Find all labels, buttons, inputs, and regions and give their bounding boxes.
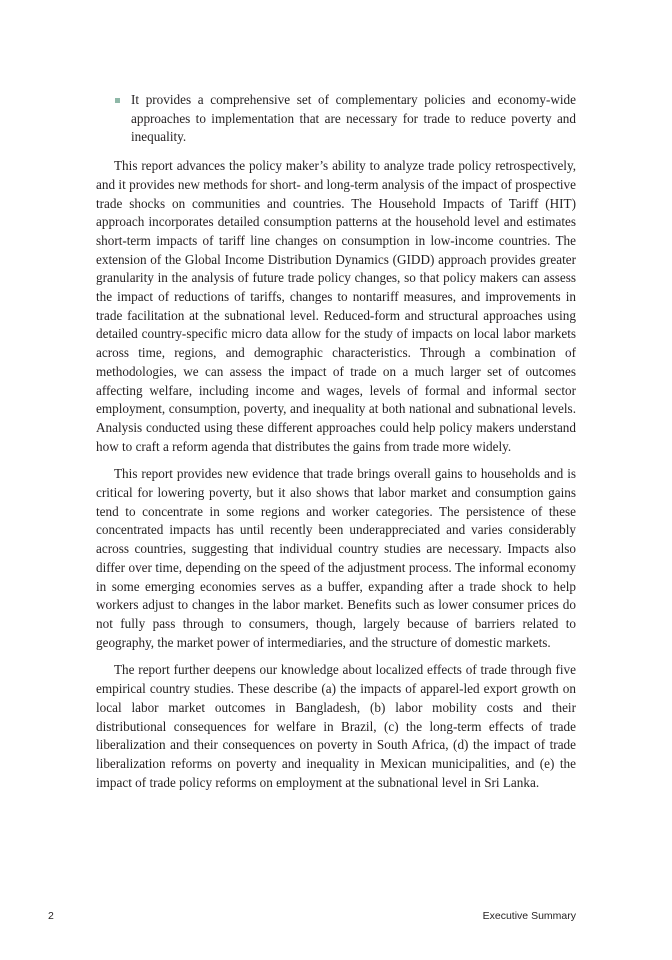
page-number: 2 — [48, 910, 54, 922]
body-text — [96, 91, 576, 792]
paragraph-country-studies: The report further deepens our knowledge about localized effects of trade through five empirical country studies. These describe (a) the impacts of apparel-led export growth on local labor market outcomes in Bangladesh, (b) labor mobility costs and their distributional consequences for welfare in Brazil, (c) the long-term effects of trade liberalization and their consequences on poverty in South Africa, (d) the impact of trade liberalization reforms on poverty and inequality in Mexican municipalities, and (e) the impact of trade policy reforms on employment at the subnational level in Sri Lanka. — [96, 662, 576, 790]
square-bullet-icon — [115, 98, 120, 103]
bullet-text: It provides a comprehensive set of complementary policies and economy-wide approaches to implementation that are necessary for trade to reduce poverty and inequality. — [131, 92, 576, 145]
footer-section-title: Executive Summary — [482, 910, 576, 922]
paragraph-evidence: This report provides new evidence that trade brings overall gains to households and is critical for lowering poverty, but it also shows that labor market and consumption gains tend to concentrate in some regions and worker categories. The persistence of these concentrated impacts has until recently been underappreciated and varies considerably across countries, suggesting that individual country studies are necessary. Impacts also differ over time, depending on the speed of the adjustment process. The informal economy in some emerging economies serves as a buffer, expanding after a trade shock to help workers adjust to changes in the labor market. Benefits such as lower consumer prices do not fully pass through to consumers, though, largely because of barriers related to geography, the market power of intermediaries, and the structure of domestic markets. — [96, 466, 576, 650]
paragraph-methods: This report advances the policy maker’s ability to analyze trade policy retrospectively, and it provides new methods for short- and long-term analysis of the impact of prospective trade shocks on communities and countries. The Household Impacts of Tariff (HIT) approach incorporates detailed consumption patterns at the household level and estimates short-term impacts of tariff line changes on consumption in low-income countries. The extension of the Global Income Distribution Dynamics (GIDD) approach provides greater granularity in the analysis of future trade policy changes, so that policy makers can assess the impact of reductions of tariffs, changes to nontariff measures, and improvements in trade facilitation at the subnational level. Reduced-form and structural approaches using detailed country-specific micro data allow for the study of impacts on local labor markets across time, regions, and demographic characteristics. Through a combination of methodologies, we can assess the impact of trade on a much larger set of outcomes affecting welfare, including income and wages, levels of formal and informal sector employment, consumption, poverty, and inequality at both national and subnational levels. Analysis conducted using these different approaches could help policy makers understand how to craft a reform agenda that distributes the gains from trade more widely. — [96, 158, 576, 454]
bullet-item — [96, 91, 576, 147]
